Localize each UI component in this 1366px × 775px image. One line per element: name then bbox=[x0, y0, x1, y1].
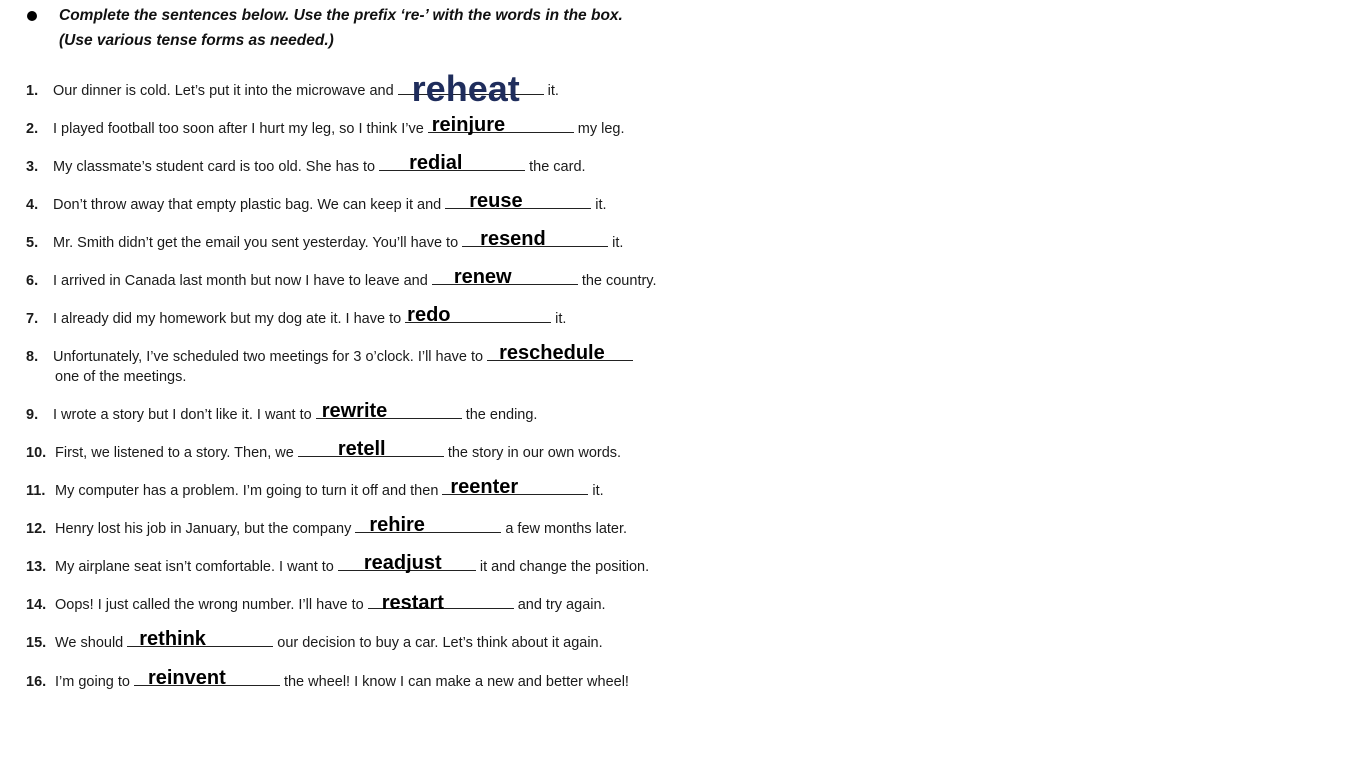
answer-blank[interactable] bbox=[316, 400, 462, 422]
answer-blank[interactable] bbox=[405, 304, 551, 326]
answer-text: retell bbox=[337, 438, 386, 460]
sentence-before: I played football too soon after I hurt my leg, so I think I’ve bbox=[53, 121, 424, 137]
answer-blank[interactable] bbox=[127, 628, 273, 650]
sentence-before: I arrived in Canada last month but now I have to leave and bbox=[53, 273, 428, 289]
instructions-line-1: Complete the sentences below. Use the prefix ‘re-’ with the words in the box. bbox=[59, 7, 623, 24]
answer-blank[interactable] bbox=[379, 152, 525, 174]
exercise-item bbox=[26, 266, 657, 290]
answer-text: rewrite bbox=[321, 400, 388, 422]
answer-blank[interactable] bbox=[398, 68, 544, 109]
sentence-before: My classmate’s student card is too old. She has to bbox=[53, 159, 376, 175]
sentence-after: the story in our own words. bbox=[447, 445, 622, 461]
exercise-item bbox=[26, 628, 603, 652]
item-number: 16. bbox=[26, 674, 47, 690]
sentence-before: My computer has a problem. I’m going to turn it off and then bbox=[55, 483, 439, 499]
answer-text: readjust bbox=[363, 552, 442, 574]
answer-blank[interactable] bbox=[432, 266, 578, 288]
item-number: 3. bbox=[26, 159, 39, 175]
answer-text: redo bbox=[407, 304, 451, 326]
exercise-item bbox=[26, 68, 559, 109]
exercise-item bbox=[26, 438, 622, 462]
answer-blank[interactable] bbox=[355, 514, 501, 536]
item-number: 6. bbox=[26, 273, 39, 289]
item-number: 9. bbox=[26, 407, 39, 423]
answer-text: rethink bbox=[139, 628, 206, 650]
item-number: 14. bbox=[26, 597, 47, 613]
exercise-item bbox=[26, 114, 625, 138]
sentence-after: it. bbox=[592, 483, 604, 499]
sentence-after: my leg. bbox=[577, 121, 625, 137]
exercise-item bbox=[26, 594, 606, 614]
sentence-before: I wrote a story but I don’t like it. I want to bbox=[53, 407, 312, 423]
instructions-line-2: (Use various tense forms as needed.) bbox=[59, 32, 334, 49]
sentence-after: the card. bbox=[529, 159, 586, 175]
answer-blank[interactable] bbox=[462, 228, 608, 250]
answer-text: reheat bbox=[411, 68, 520, 109]
answer-text: reenter bbox=[450, 476, 519, 498]
answer-text: reinvent bbox=[147, 667, 226, 689]
answer-blank[interactable] bbox=[445, 190, 591, 212]
exercise-item bbox=[26, 152, 586, 176]
item-number: 12. bbox=[26, 521, 47, 537]
answer-blank[interactable] bbox=[338, 552, 476, 574]
answer-text: rehire bbox=[369, 514, 425, 536]
exercise-item bbox=[26, 667, 629, 691]
sentence-after: it. bbox=[555, 311, 567, 327]
item-number: 15. bbox=[26, 635, 47, 651]
item-number: 8. bbox=[26, 349, 39, 365]
item-number: 13. bbox=[26, 559, 47, 575]
bullet-icon bbox=[27, 11, 37, 21]
sentence-before: I already did my homework but my dog ate it. I have to bbox=[53, 311, 402, 327]
sentence-after: it. bbox=[595, 197, 607, 213]
sentence-before: Henry lost his job in January, but the company bbox=[55, 521, 352, 537]
exercise-item bbox=[26, 476, 604, 500]
item-number: 10. bbox=[26, 445, 47, 461]
answer-blank[interactable] bbox=[442, 476, 588, 498]
exercise-item bbox=[26, 342, 637, 386]
sentence-after: and try again. bbox=[517, 597, 606, 613]
sentence-continuation: one of the meetings. bbox=[55, 369, 187, 385]
exercise-item bbox=[26, 400, 538, 424]
sentence-before: My airplane seat isn’t comfortable. I want to bbox=[55, 559, 334, 575]
item-number: 11. bbox=[26, 483, 46, 499]
sentence-before: We should bbox=[55, 635, 124, 651]
item-number: 1. bbox=[26, 83, 39, 99]
item-number: 7. bbox=[26, 311, 39, 327]
sentence-before: I’m going to bbox=[55, 674, 130, 690]
sentence-after: it. bbox=[612, 235, 624, 251]
sentence-after: it. bbox=[547, 83, 559, 99]
exercise-item bbox=[26, 552, 650, 576]
answer-blank[interactable] bbox=[428, 114, 574, 136]
answer-text: reschedule bbox=[499, 342, 605, 364]
sentence-after: our decision to buy a car. Let’s think about it again. bbox=[277, 635, 603, 651]
sentence-before: Oops! I just called the wrong number. I’ll have to bbox=[55, 597, 364, 613]
item-number: 4. bbox=[26, 197, 39, 213]
item-number: 5. bbox=[26, 235, 39, 251]
sentence-before: Unfortunately, I’ve scheduled two meetings for 3 o’clock. I’ll have to bbox=[53, 349, 484, 365]
sentence-after: a few months later. bbox=[505, 521, 628, 537]
answer-blank[interactable] bbox=[134, 667, 280, 689]
sentence-after: it and change the position. bbox=[479, 559, 650, 575]
exercise-item bbox=[26, 228, 624, 252]
exercise-item bbox=[26, 514, 628, 538]
answer-text: reuse bbox=[469, 190, 523, 212]
answer-blank[interactable] bbox=[298, 438, 444, 460]
sentence-after: the wheel! I know I can make a new and better wheel! bbox=[283, 674, 629, 690]
sentence-before: Don’t throw away that empty plastic bag. We can keep it and bbox=[53, 197, 442, 213]
answer-text: renew bbox=[453, 266, 512, 288]
exercise-item bbox=[26, 304, 567, 328]
sentence-after: the country. bbox=[581, 273, 657, 289]
answer-text: reinjure bbox=[431, 114, 506, 136]
answer-text: redial bbox=[409, 152, 463, 174]
sentence-before: Mr. Smith didn’t get the email you sent yesterday. You’ll have to bbox=[53, 235, 459, 251]
answer-blank[interactable] bbox=[487, 342, 633, 364]
sentence-before: Our dinner is cold. Let’s put it into the microwave and bbox=[53, 83, 394, 99]
sentence-after: the ending. bbox=[465, 407, 538, 423]
exercise-item bbox=[26, 190, 607, 214]
answer-blank[interactable] bbox=[368, 592, 514, 614]
answer-text: resend bbox=[480, 228, 546, 250]
answer-text: restart bbox=[381, 592, 444, 614]
sentence-before: First, we listened to a story. Then, we bbox=[55, 445, 294, 461]
item-number: 2. bbox=[26, 121, 39, 137]
